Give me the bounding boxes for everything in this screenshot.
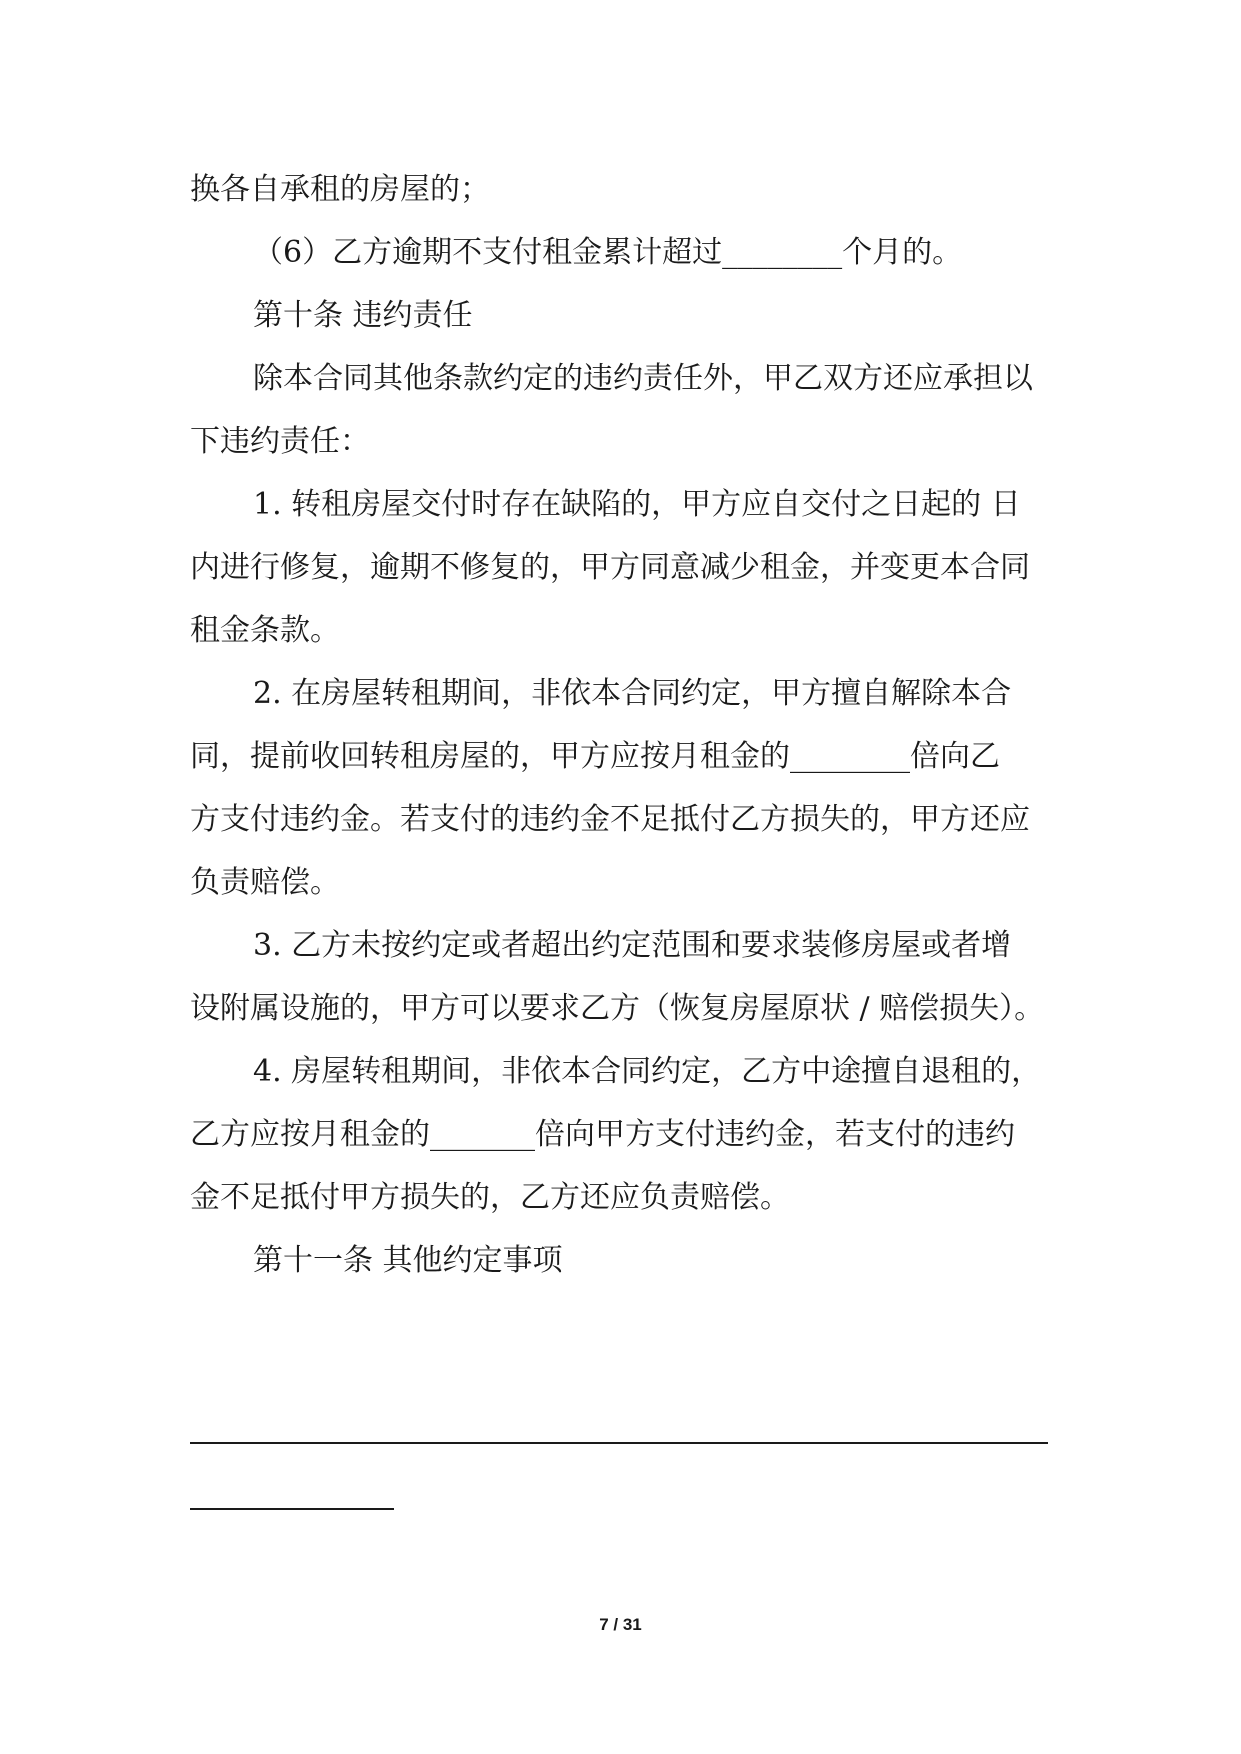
text-line: 2. 在房屋转租期间，非依本合同约定，甲方擅自解除本合 bbox=[253, 676, 1012, 711]
page-number: 7 / 31 bbox=[599, 1615, 642, 1634]
text-line: 下违约责任： bbox=[190, 424, 370, 459]
text-line: 方支付违约金。若支付的违约金不足抵付乙方损失的，甲方还应 bbox=[190, 802, 1030, 837]
section-heading: 第十条 违约责任 bbox=[253, 298, 473, 333]
text-line: （6）乙方逾期不支付租金累计超过________个月的。 bbox=[253, 235, 963, 270]
text-line: 1. 转租房屋交付时存在缺陷的，甲方应自交付之日起的 日 bbox=[253, 487, 1021, 522]
text-line: 金不足抵付甲方损失的，乙方还应负责赔偿。 bbox=[190, 1180, 790, 1215]
document-body bbox=[190, 158, 1060, 1292]
fill-in-line-long bbox=[190, 1442, 1048, 1444]
text-line: 同，提前收回转租房屋的，甲方应按月租金的________倍向乙 bbox=[190, 739, 1000, 774]
text-line: 除本合同其他条款约定的违约责任外，甲乙双方还应承担以 bbox=[253, 361, 1033, 396]
text-line: 乙方应按月租金的_______倍向甲方支付违约金，若支付的违约 bbox=[190, 1117, 1015, 1152]
text-line: 负责赔偿。 bbox=[190, 865, 340, 900]
text-line: 设附属设施的，甲方可以要求乙方（恢复房屋原状 / 赔偿损失）。 bbox=[190, 991, 1045, 1026]
section-heading: 第十一条 其他约定事项 bbox=[253, 1243, 563, 1278]
text-line: 4. 房屋转租期间，非依本合同约定，乙方中途擅自退租的， bbox=[253, 1054, 1042, 1089]
text-line: 租金条款。 bbox=[190, 613, 340, 648]
fill-in-line-short bbox=[190, 1508, 394, 1510]
text-line: 3. 乙方未按约定或者超出约定范围和要求装修房屋或者增 bbox=[253, 928, 1012, 963]
text-line: 换各自承租的房屋的； bbox=[190, 172, 490, 207]
text-line: 内进行修复，逾期不修复的，甲方同意减少租金，并变更本合同 bbox=[190, 550, 1030, 585]
